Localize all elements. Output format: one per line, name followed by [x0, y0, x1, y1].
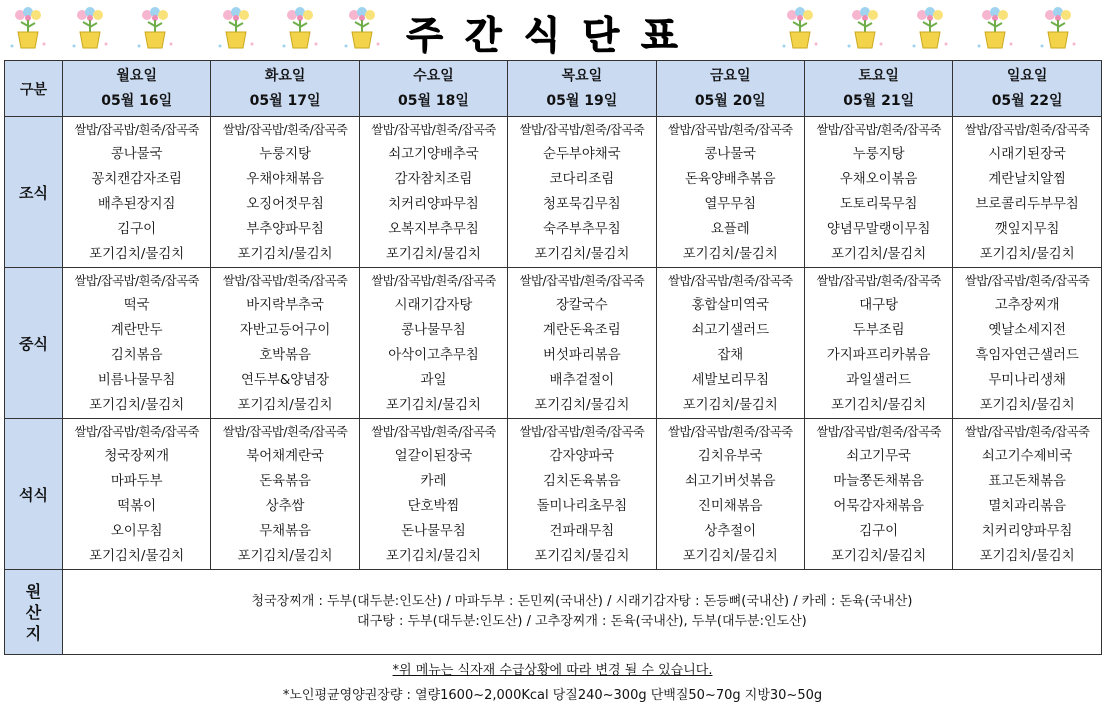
menu-item: 쌀밥/잡곡밥/흰죽/잡곡죽	[816, 122, 941, 137]
origin-info	[63, 570, 1102, 655]
menu-cell	[953, 419, 1102, 570]
menu-item: 아삭이고추무침	[388, 348, 479, 363]
menu-item: 포기김치/물김치	[682, 247, 778, 262]
menu-item: 포기김치/물김치	[831, 549, 927, 564]
menu-item: 청포묵김무침	[543, 197, 621, 212]
menu-item: 김치볶음	[110, 348, 163, 363]
menu-item: 포기김치/물김치	[89, 398, 185, 413]
day-name: 수요일	[413, 67, 454, 84]
menu-item: 카레	[420, 474, 447, 489]
menu-item: 배추겉절이	[549, 373, 615, 388]
menu-item: 상추절이	[704, 524, 757, 539]
menu-item: 포기김치/물김치	[534, 398, 630, 413]
menu-item: 떡볶이	[117, 499, 157, 514]
menu-item: 쌀밥/잡곡밥/흰죽/잡곡죽	[222, 273, 348, 288]
menu-cell	[63, 419, 211, 570]
day-date: 05월 17일	[249, 92, 321, 109]
day-date: 05월 21일	[843, 92, 915, 109]
menu-item: 포기김치/물김치	[534, 247, 630, 262]
menu-item: 포기김치/물김치	[831, 247, 927, 262]
menu-item: 청국장찌개	[104, 449, 170, 464]
menu-cell	[359, 117, 507, 268]
menu-cell	[359, 419, 507, 570]
menu-item: 쌀밥/잡곡밥/흰죽/잡곡죽	[668, 424, 793, 439]
menu-item: 쇠고기버섯볶음	[684, 474, 776, 489]
meal-label: 석식	[5, 419, 63, 570]
menu-cell	[656, 419, 804, 570]
meal-label: 중식	[5, 268, 63, 419]
menu-item: 쇠고기무국	[846, 449, 911, 464]
menu-item: 멸치과리볶음	[988, 499, 1066, 514]
menu-item: 단호박찜	[407, 499, 460, 514]
menu-item: 쌀밥/잡곡밥/흰죽/잡곡죽	[519, 122, 645, 137]
menu-item: 깻잎지무침	[994, 222, 1060, 237]
menu-item: 계란날치알찜	[988, 172, 1066, 187]
menu-cell	[211, 268, 359, 419]
menu-item: 포기김치/물김치	[534, 549, 630, 564]
menu-item: 얼갈이된장국	[394, 449, 473, 464]
menu-item: 포기김치/물김치	[89, 549, 185, 564]
menu-item: 가지파프리카볶음	[826, 348, 931, 363]
menu-item: 우채오이볶음	[839, 172, 918, 187]
menu-item: 배추된장지짐	[97, 197, 176, 212]
meal-label: 조식	[5, 117, 63, 268]
origin-line: 대구탕 : 두부(대두분:인도산) / 고추장찌개 : 돈육(국내산), 두부(대두분:인도산)	[357, 614, 807, 629]
menu-item: 코다리조림	[549, 172, 615, 187]
menu-item: 건파래무침	[549, 524, 615, 539]
menu-item: 포기김치/물김치	[237, 247, 333, 262]
menu-item: 어묵감자채볶음	[833, 499, 924, 514]
day-name: 금요일	[709, 67, 751, 84]
menu-item: 연두부&양념장	[241, 373, 330, 388]
menu-cell	[211, 117, 359, 268]
menu-item: 잡채	[717, 348, 744, 363]
menu-item: 포기김치/물김치	[385, 247, 481, 262]
menu-item: 쌀밥/잡곡밥/흰죽/잡곡죽	[74, 122, 199, 137]
menu-item: 순두부야채국	[543, 147, 621, 162]
menu-item: 오이무침	[110, 524, 163, 539]
menu-item: 시래기감자탕	[394, 298, 473, 313]
day-name: 토요일	[858, 67, 899, 84]
menu-item: 김치유부국	[697, 449, 763, 464]
menu-item: 무미나리생채	[988, 373, 1066, 388]
day-header	[804, 61, 952, 117]
menu-item: 북어채계란국	[246, 449, 324, 464]
menu-cell	[211, 419, 359, 570]
menu-item: 브로콜리두부무침	[975, 197, 1079, 212]
menu-item: 오징어젓무침	[246, 197, 324, 212]
menu-item: 돌미나리초무침	[536, 499, 628, 514]
day-date: 05월 22일	[991, 92, 1063, 109]
menu-cell	[656, 268, 804, 419]
day-header	[953, 61, 1102, 117]
menu-item: 포기김치/물김치	[979, 549, 1075, 564]
menu-item: 쌀밥/잡곡밥/흰죽/잡곡죽	[371, 273, 496, 288]
menu-item: 포기김치/물김치	[385, 398, 481, 413]
menu-item: 쌀밥/잡곡밥/흰죽/잡곡죽	[371, 122, 496, 137]
menu-item: 표고돈채볶음	[988, 474, 1066, 489]
menu-item: 요플레	[710, 222, 750, 237]
menu-item: 마늘쫑돈채볶음	[833, 474, 924, 489]
menu-item: 포기김치/물김치	[682, 549, 778, 564]
menu-item: 포기김치/물김치	[385, 549, 481, 564]
menu-item: 돈육양배추볶음	[684, 172, 776, 187]
menu-item: 쇠고기양배추국	[388, 147, 479, 162]
menu-cell	[508, 268, 656, 419]
menu-item: 누룽지탕	[852, 147, 905, 162]
menu-item: 돈나물무침	[401, 524, 466, 539]
menu-item: 과일	[420, 373, 447, 388]
menu-cell	[804, 268, 952, 419]
menu-item: 호박볶음	[259, 348, 311, 363]
category-header: 구분	[5, 61, 63, 117]
menu-item: 쌀밥/잡곡밥/흰죽/잡곡죽	[668, 122, 793, 137]
day-name: 일요일	[1006, 67, 1048, 84]
menu-item: 열무무침	[704, 197, 757, 212]
page-title: 주간식단표	[405, 13, 700, 57]
menu-cell	[359, 268, 507, 419]
menu-cell	[508, 117, 656, 268]
day-date: 05월 20일	[694, 92, 766, 109]
menu-item: 치커리양파무침	[981, 524, 1073, 539]
menu-item: 포기김치/물김치	[237, 398, 333, 413]
menu-item: 쌀밥/잡곡밥/흰죽/잡곡죽	[222, 122, 348, 137]
menu-item: 옛날소세지전	[988, 323, 1066, 338]
day-header	[359, 61, 507, 117]
menu-item: 과일샐러드	[846, 373, 911, 388]
menu-item: 쌀밥/잡곡밥/흰죽/잡곡죽	[816, 424, 941, 439]
menu-cell	[804, 419, 952, 570]
origin-line: 청국장찌개 : 두부(대두분:인도산) / 마파두부 : 돈민찌(국내산) / 시래기감자탕 : 돈등뼈(국내산) / 카레 : 돈육(국내산)	[251, 594, 913, 609]
menu-item: 계란만두	[110, 323, 163, 338]
menu-cell	[953, 117, 1102, 268]
day-name: 화요일	[264, 67, 306, 84]
menu-item: 김치돈육볶음	[543, 474, 621, 489]
menu-item: 바지락부추국	[246, 298, 324, 313]
day-name: 목요일	[561, 67, 603, 84]
menu-item: 대구탕	[859, 298, 899, 313]
day-header	[656, 61, 804, 117]
menu-item: 감자참치조림	[394, 172, 473, 187]
menu-item: 두부조림	[852, 323, 905, 338]
menu-item: 콩나물국	[110, 147, 163, 162]
menu-item: 비름나물무침	[97, 373, 176, 388]
menu-item: 도토리묵무침	[839, 197, 918, 212]
menu-item: 포기김치/물김치	[979, 398, 1075, 413]
day-date: 05월 18일	[398, 92, 469, 109]
menu-item: 쌀밥/잡곡밥/흰죽/잡곡죽	[74, 424, 199, 439]
menu-cell	[804, 117, 952, 268]
menu-item: 계란돈육조림	[543, 323, 621, 338]
menu-item: 떡국	[123, 298, 150, 313]
menu-item: 고추장찌개	[994, 298, 1060, 313]
menu-item: 오복지부추무침	[388, 222, 479, 237]
menu-item: 장칼국수	[555, 298, 608, 313]
menu-item: 쌀밥/잡곡밥/흰죽/잡곡죽	[74, 273, 199, 288]
menu-item: 쌀밥/잡곡밥/흰죽/잡곡죽	[371, 424, 496, 439]
menu-item: 쌀밥/잡곡밥/흰죽/잡곡죽	[668, 273, 793, 288]
menu-item: 쇠고기수제비국	[981, 449, 1073, 464]
menu-item: 김구이	[859, 524, 899, 539]
day-date: 05월 19일	[546, 92, 618, 109]
menu-item: 시래기된장국	[988, 147, 1066, 162]
menu-item: 포기김치/물김치	[979, 247, 1075, 262]
menu-item: 누룽지탕	[259, 147, 311, 162]
menu-item: 김구이	[117, 222, 157, 237]
menu-item: 쌀밥/잡곡밥/흰죽/잡곡죽	[519, 424, 645, 439]
menu-item: 쌀밥/잡곡밥/흰죽/잡곡죽	[964, 424, 1090, 439]
menu-item: 상추쌈	[265, 499, 305, 514]
weekly-menu-table	[4, 60, 1102, 655]
day-header	[63, 61, 211, 117]
nutrition-guideline: *노인평균영양권장량 : 열량1600~2,000Kcal 당질240~300g 단백질50~70g 지방30~50g	[282, 688, 823, 703]
menu-item: 쇠고기샐러드	[691, 323, 770, 338]
menu-item: 쌀밥/잡곡밥/흰죽/잡곡죽	[222, 424, 348, 439]
menu-item: 콩나물무침	[401, 323, 466, 338]
menu-item: 포기김치/물김치	[237, 549, 333, 564]
menu-item: 진미채볶음	[697, 499, 763, 514]
menu-item: 치커리양파무침	[388, 197, 479, 212]
menu-item: 쌀밥/잡곡밥/흰죽/잡곡죽	[519, 273, 645, 288]
menu-item: 쌀밥/잡곡밥/흰죽/잡곡죽	[964, 122, 1090, 137]
day-date: 05월 16일	[101, 92, 173, 109]
origin-label: 원 산 지	[5, 570, 63, 655]
menu-item: 무채볶음	[259, 524, 311, 539]
menu-item: 쌀밥/잡곡밥/흰죽/잡곡죽	[964, 273, 1090, 288]
menu-cell	[508, 419, 656, 570]
menu-item: 돈육볶음	[259, 474, 311, 489]
day-name: 월요일	[116, 67, 157, 84]
menu-change-notice: *위 메뉴는 식자재 수급상황에 따라 변경 될 수 있습니다.	[392, 663, 713, 678]
menu-cell	[953, 268, 1102, 419]
day-header	[508, 61, 656, 117]
menu-item: 자반고등어구이	[239, 323, 331, 338]
page-header	[0, 0, 1105, 58]
menu-item: 마파두부	[110, 474, 163, 489]
menu-item: 콩나물국	[704, 147, 757, 162]
menu-item: 쌀밥/잡곡밥/흰죽/잡곡죽	[816, 273, 941, 288]
menu-item: 포기김치/물김치	[682, 398, 778, 413]
menu-item: 흑임자연근샐러드	[975, 348, 1079, 363]
menu-item: 꽁치캔감자조림	[91, 172, 182, 187]
menu-item: 양념무말랭이무침	[826, 222, 931, 237]
menu-item: 세발보리무침	[691, 373, 770, 388]
menu-cell	[63, 117, 211, 268]
menu-item: 감자양파국	[549, 449, 615, 464]
menu-item: 부추양파무침	[246, 222, 324, 237]
menu-item: 우채야채볶음	[246, 172, 324, 187]
menu-item: 포기김치/물김치	[89, 247, 185, 262]
menu-cell	[656, 117, 804, 268]
menu-item: 홍합살미역국	[691, 298, 770, 313]
menu-item: 포기김치/물김치	[831, 398, 927, 413]
menu-item: 숙주부추무침	[543, 222, 621, 237]
menu-item: 버섯파리볶음	[543, 348, 621, 363]
menu-cell	[63, 268, 211, 419]
day-header	[211, 61, 359, 117]
